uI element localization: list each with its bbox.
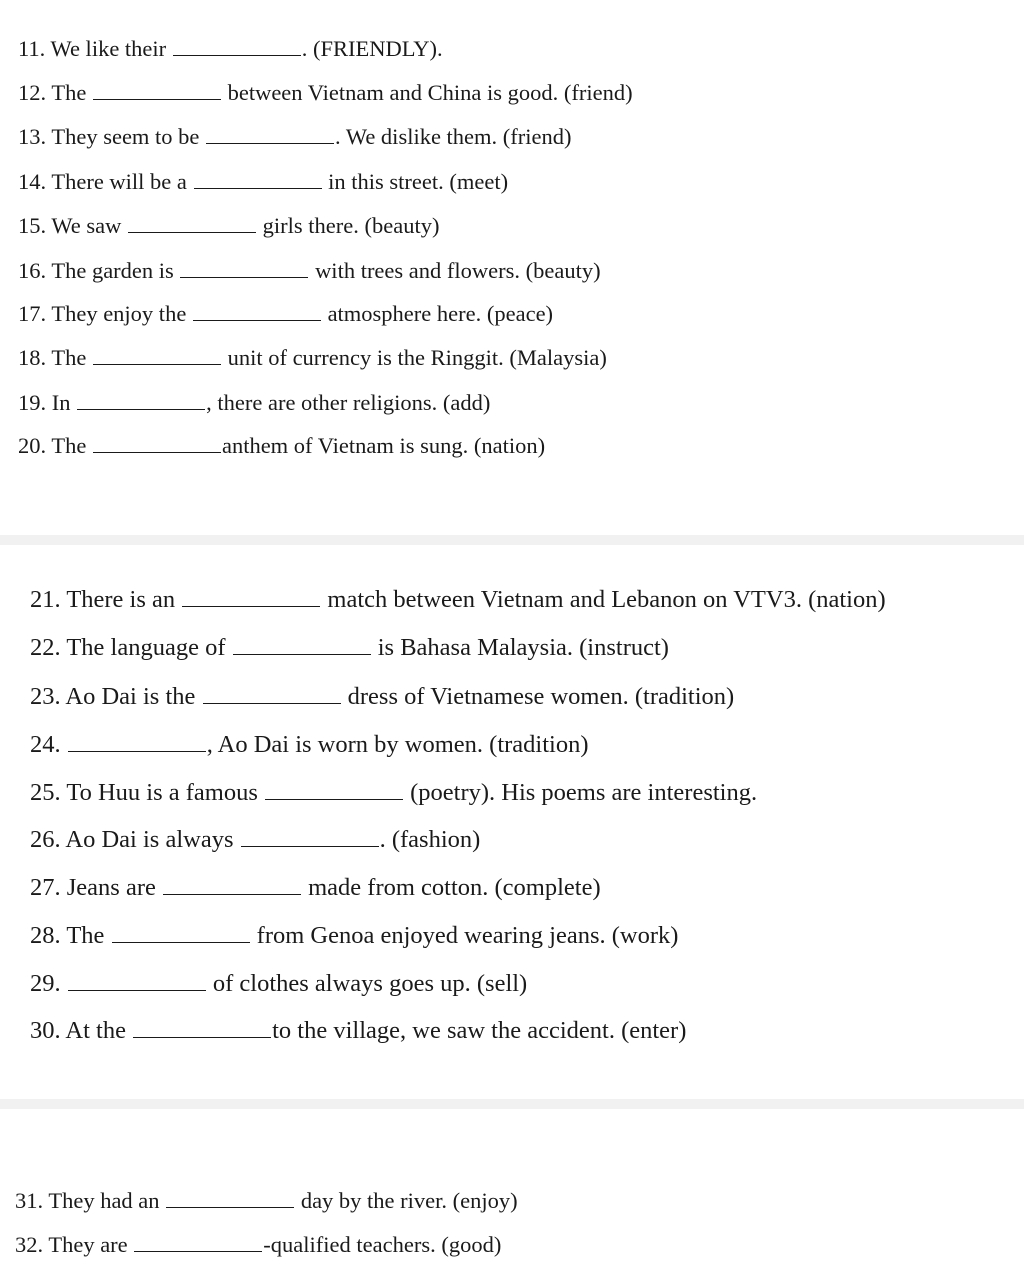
question-12: 12. The between Vietnam and China is good. (friend) bbox=[18, 80, 633, 105]
section-divider bbox=[0, 535, 1024, 545]
question-27: 27. Jeans are made from cotton. (complete) bbox=[30, 874, 601, 901]
answer-blank[interactable] bbox=[233, 653, 371, 655]
answer-blank[interactable] bbox=[173, 54, 301, 56]
question-32: 32. They are -qualified teachers. (good) bbox=[15, 1232, 502, 1257]
question-11: 11. We like their . (FRIENDLY). bbox=[18, 36, 443, 61]
answer-blank[interactable] bbox=[93, 451, 221, 453]
question-26: 26. Ao Dai is always . (fashion) bbox=[30, 826, 481, 853]
answer-blank[interactable] bbox=[241, 845, 379, 847]
question-30: 30. At the to the village, we saw the accident. (enter) bbox=[30, 1017, 687, 1044]
answer-blank[interactable] bbox=[163, 893, 301, 895]
question-24: 24. , Ao Dai is worn by women. (tradition) bbox=[30, 731, 589, 758]
answer-blank[interactable] bbox=[203, 702, 341, 704]
answer-blank[interactable] bbox=[166, 1206, 294, 1208]
answer-blank[interactable] bbox=[93, 98, 221, 100]
question-23: 23. Ao Dai is the dress of Vietnamese women. (tradition) bbox=[30, 683, 735, 710]
question-28: 28. The from Genoa enjoyed wearing jeans. (work) bbox=[30, 922, 679, 949]
section-divider bbox=[0, 1099, 1024, 1109]
answer-blank[interactable] bbox=[182, 605, 320, 607]
answer-blank[interactable] bbox=[206, 142, 334, 144]
answer-blank[interactable] bbox=[68, 750, 206, 752]
question-31: 31. They had an day by the river. (enjoy) bbox=[15, 1188, 518, 1213]
question-17: 17. They enjoy the atmosphere here. (peace) bbox=[18, 301, 554, 326]
question-19: 19. In , there are other religions. (add) bbox=[18, 390, 491, 415]
answer-blank[interactable] bbox=[194, 187, 322, 189]
answer-blank[interactable] bbox=[133, 1036, 271, 1038]
question-15: 15. We saw girls there. (beauty) bbox=[18, 213, 440, 238]
answer-blank[interactable] bbox=[193, 319, 321, 321]
answer-blank[interactable] bbox=[93, 363, 221, 365]
answer-blank[interactable] bbox=[77, 408, 205, 410]
question-13: 13. They seem to be . We dislike them. (friend) bbox=[18, 124, 572, 149]
question-29: 29. of clothes always goes up. (sell) bbox=[30, 970, 528, 997]
answer-blank[interactable] bbox=[68, 989, 206, 991]
question-20: 20. The anthem of Vietnam is sung. (nation) bbox=[18, 433, 546, 458]
answer-blank[interactable] bbox=[128, 231, 256, 233]
question-25: 25. To Huu is a famous (poetry). His poems are interesting. bbox=[30, 779, 758, 806]
answer-blank[interactable] bbox=[112, 941, 250, 943]
question-21: 21. There is an match between Vietnam and Lebanon on VTV3. (nation) bbox=[30, 586, 886, 613]
answer-blank[interactable] bbox=[134, 1250, 262, 1252]
question-16: 16. The garden is with trees and flowers. (beauty) bbox=[18, 258, 601, 283]
question-18: 18. The unit of currency is the Ringgit. (Malaysia) bbox=[18, 345, 607, 370]
answer-blank[interactable] bbox=[180, 276, 308, 278]
answer-blank[interactable] bbox=[265, 798, 403, 800]
question-14: 14. There will be a in this street. (meet) bbox=[18, 169, 509, 194]
question-22: 22. The language of is Bahasa Malaysia. (instruct) bbox=[30, 634, 669, 661]
